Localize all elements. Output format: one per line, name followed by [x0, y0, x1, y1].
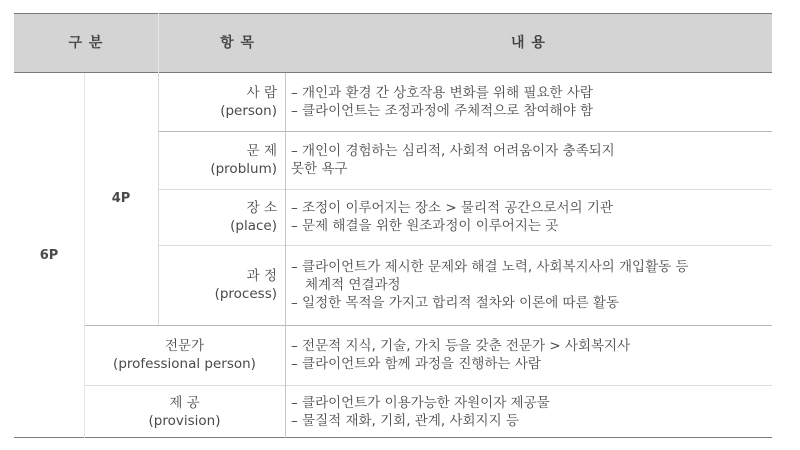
item-professional-person: 전문가 (professional person) [113, 338, 256, 372]
header-content: 내 용 [285, 13, 772, 73]
row-divider [84, 325, 772, 326]
group-4p-label: 4P [111, 191, 131, 206]
content-process: – 클라이언트가 제시한 문제와 해결 노력, 사회복지사의 개입활동 등 체계적 연결과정 – 일정한 목적을 가지고 합리적 절차와 이론에 따른 활동 [291, 259, 689, 311]
header-bottom-rule [14, 72, 772, 73]
header-item: 항 목 [158, 13, 285, 73]
content-provision: – 클라이언트가 이용가능한 자원이자 제공물 – 물질적 재화, 기회, 관계, 사회지지 등 [291, 394, 550, 429]
row-divider [158, 245, 772, 246]
column-divider [158, 73, 159, 325]
content-person: – 개인과 환경 간 상호작용 변화를 위해 필요한 사람 – 클라이언트는 조정과정에 주체적으로 참여해야 함 [291, 85, 594, 119]
content-place: – 조정이 이루어지는 장소 > 물리적 공간으로서의 기관 – 문제 해결을 위한 원조과정이 이루어지는 곳 [291, 200, 613, 234]
item-place: 장 소 (place) [230, 200, 277, 234]
item-problem: 문 제 (problum) [210, 143, 277, 177]
content-professional-person: – 전문적 지식, 기술, 가치 등을 갖춘 전문가 > 사회복지사 – 클라이언트와 함께 과정을 진행하는 사람 [291, 338, 631, 372]
row-divider [158, 131, 772, 132]
column-divider [285, 73, 286, 438]
group-6p-label: 6P [39, 247, 59, 263]
table-bottom-rule [14, 437, 772, 438]
item-provision: 제 공 (provision) [148, 394, 221, 429]
column-divider [84, 73, 85, 438]
item-process: 과 정 (process) [214, 268, 277, 302]
content-problem: – 개인이 경험하는 심리적, 사회적 어려움이자 충족되지 못한 욕구 [291, 143, 615, 177]
six-p-table [14, 13, 772, 438]
item-person: 사 람 (person) [220, 85, 277, 119]
row-divider [84, 385, 772, 386]
table-top-rule [14, 13, 772, 14]
header-category: 구 분 [14, 13, 158, 73]
row-divider [158, 189, 772, 190]
column-divider [158, 13, 159, 73]
